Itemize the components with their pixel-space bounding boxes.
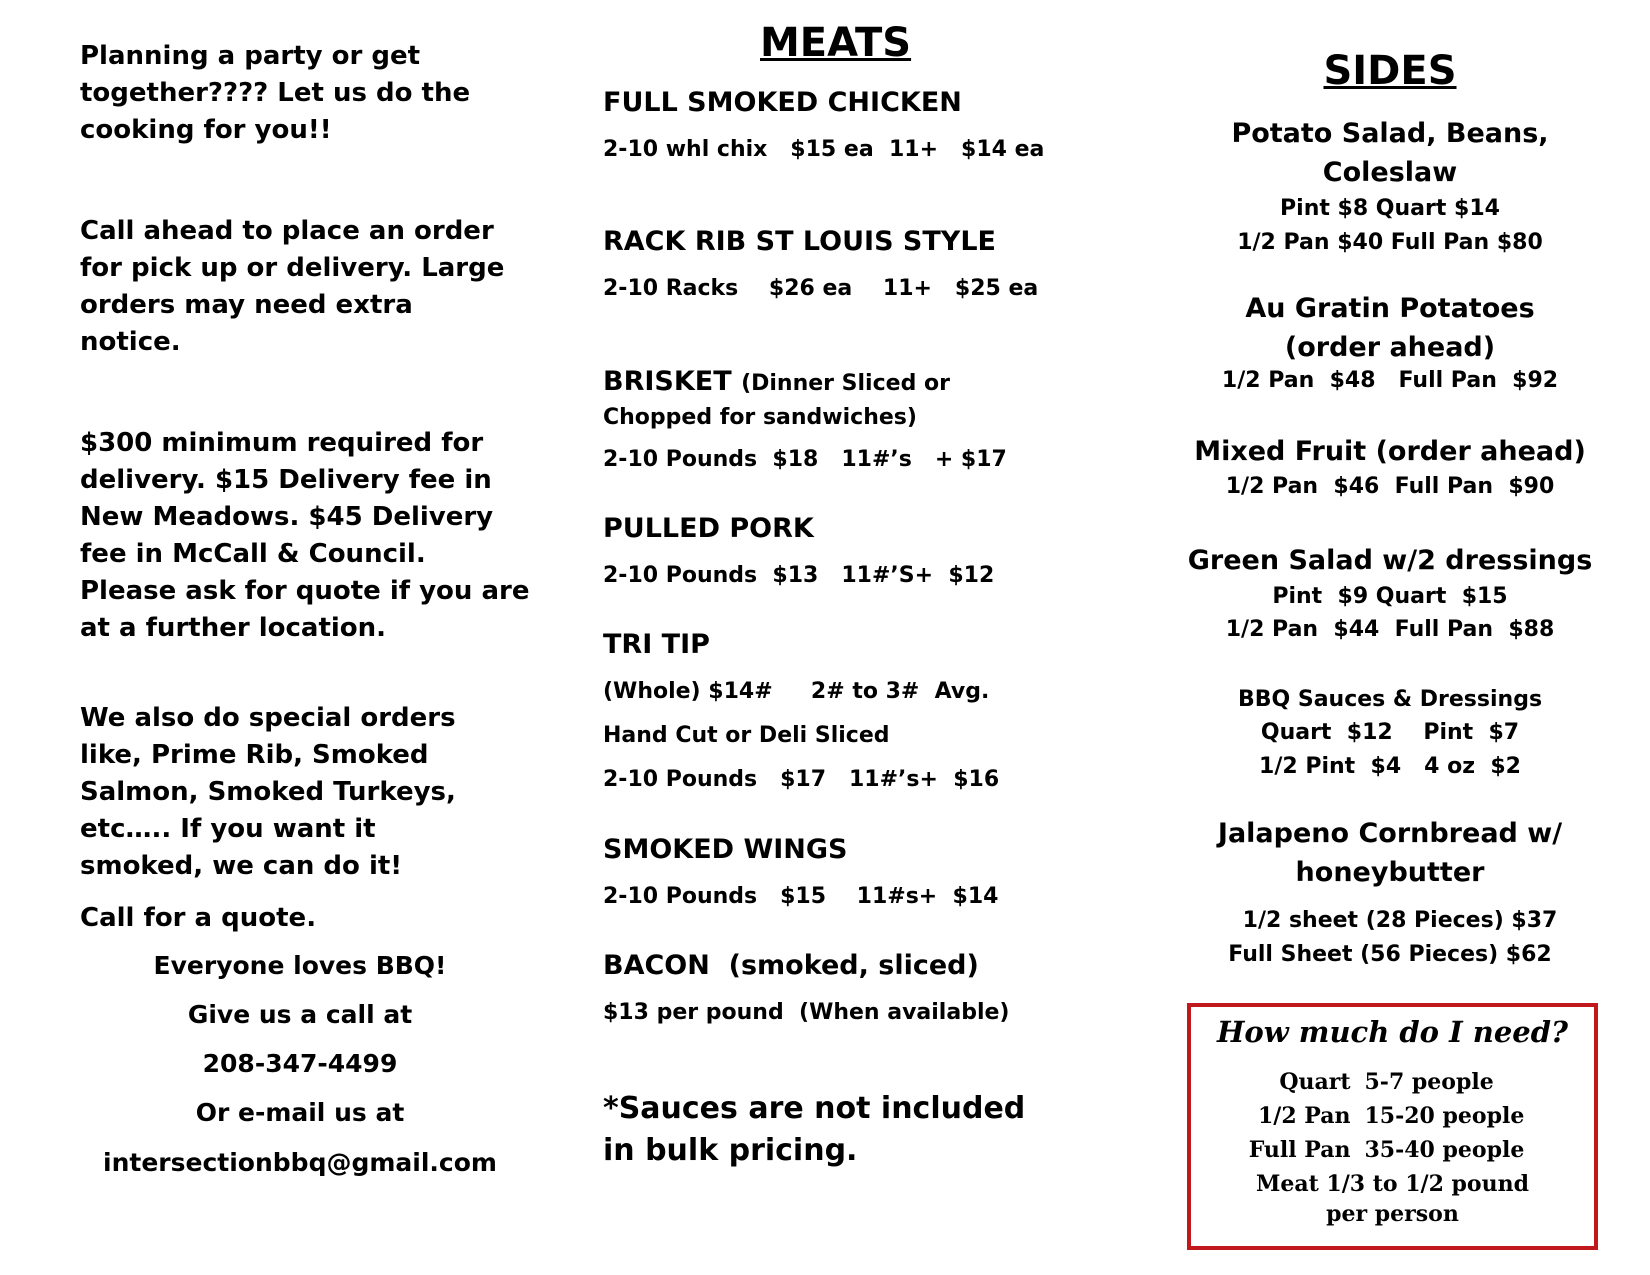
meat-item-name: RACK RIB ST LOUIS STYLE [603,226,996,257]
meat-item-price: 2-10 Racks $26 ea 11+ $25 ea [603,276,1039,301]
meat-item-name: TRI TIP [603,629,710,660]
side-title: BBQ Sauces & Dressings [1237,687,1543,712]
guide-meat-line: Meat 1/3 to 1/2 pound [1256,1171,1529,1197]
guide-row [1191,1103,1594,1129]
side-price: Pint $9 Quart $15 [1272,584,1508,609]
guide-meat-line-2: per person [1326,1201,1459,1227]
meat-item-name: BACON (smoked, sliced) [603,950,979,981]
side-price: Quart $12 Pint $7 [1260,720,1520,745]
meat-item-price: 2-10 Pounds $18 11#’s + $17 [603,447,1007,472]
delivery-text: $300 minimum required for delivery. $15 Delivery fee in New Meadows. $45 Delivery fee in McCall & Council. Please ask for quote if you are at a further location. [80,428,530,643]
meat-item-name: SMOKED WINGS [603,834,848,865]
email-intro: Or e-mail us at [195,1098,405,1127]
side-price: 1/2 Pan $48 Full Pan $92 [1221,368,1559,393]
guide-size: Quart [1279,1069,1351,1095]
meat-item-price: 2-10 Pounds $13 11#’S+ $12 [603,563,995,588]
meat-item-name [603,366,950,397]
meats-heading: MEATS [760,20,912,66]
meat-item-price: 2-10 whl chix $15 ea 11+ $14 ea [603,137,1045,162]
side-title: Mixed Fruit (order ahead) [1194,436,1586,467]
meat-item-name: FULL SMOKED CHICKEN [603,87,962,118]
side-price: Pint $8 Quart $14 [1280,196,1500,221]
special-text: We also do special orders like, Prime Rib, Smoked Salmon, Smoked Turkeys, etc….. If you want it smoked, we can do it! [80,703,456,881]
order-text: Call ahead to place an order for pick up or delivery. Large orders may need extra notice. [80,216,505,357]
guide-title: How much do I need? [1216,1015,1569,1049]
meat-item-price: 2-10 Pounds $15 11#s+ $14 [603,884,999,909]
side-title: Coleslaw [1322,157,1458,188]
phone-number: 208-347-4499 [202,1049,398,1078]
guide-people: 15-20 people [1364,1103,1525,1129]
sides-heading: SIDES [1323,48,1457,94]
left-column [80,38,540,149]
guide-row [1191,1137,1594,1163]
meat-note: (Dinner Sliced or [741,371,950,396]
meat-item-name: PULLED PORK [603,513,814,544]
order-block [80,213,540,361]
guide-row [1191,1069,1594,1095]
side-title: honeybutter [1295,857,1485,888]
side-title: Potato Salad, Beans, [1231,118,1549,149]
guide-people: 5-7 people [1364,1069,1494,1095]
quote-text: Call for a quote. [80,903,317,933]
sauce-note-line-1: *Sauces are not included [603,1091,1026,1126]
side-title: Au Gratin Potatoes [1245,293,1535,324]
call-text: Give us a call at [187,1000,413,1029]
meat-item-price: (Whole) $14# 2# to 3# Avg. [603,679,990,704]
side-title: (order ahead) [1284,332,1496,363]
side-price: 1/2 Pan $46 Full Pan $90 [1225,474,1555,499]
side-price: Full Sheet (56 Pieces) $62 [1228,942,1552,967]
special-block [80,700,540,885]
loves-text: Everyone loves BBQ! [153,951,447,980]
side-price: 1/2 Pan $40 Full Pan $80 [1237,230,1543,255]
guide-size: 1/2 Pan [1257,1103,1351,1129]
delivery-block [80,425,545,647]
side-price: 1/2 sheet (28 Pieces) $37 [1242,908,1558,933]
side-price: 1/2 Pan $44 Full Pan $88 [1225,617,1555,642]
side-title: Green Salad w/2 dressings [1187,545,1593,576]
meat-name: BRISKET [603,366,732,397]
intro-text: Planning a party or get together???? Let us do the cooking for you!! [80,41,471,145]
meat-item-detail: Hand Cut or Deli Sliced [603,723,890,748]
meat-item-price: $13 per pound (When available) [603,1000,1010,1025]
guide-size: Full Pan [1248,1137,1351,1163]
sauce-note-line-2: in bulk pricing. [603,1133,858,1168]
meat-item-price: 2-10 Pounds $17 11#’s+ $16 [603,767,1000,792]
side-price: 1/2 Pint $4 4 oz $2 [1259,754,1521,779]
guide-people: 35-40 people [1364,1137,1525,1163]
side-title: Jalapeno Cornbread w/ [1217,818,1563,849]
serving-guide-box [1187,1003,1598,1250]
email-address: intersectionbbq@gmail.com [103,1148,497,1177]
meat-note-line: Chopped for sandwiches) [603,405,917,430]
